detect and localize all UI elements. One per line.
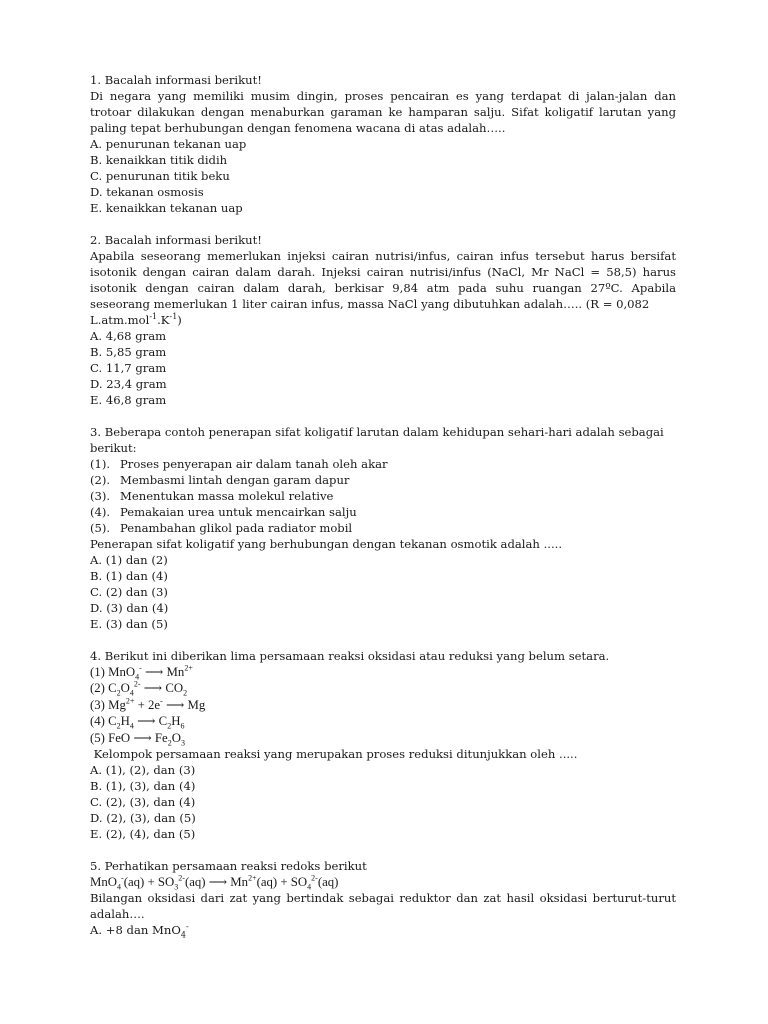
option-c: C. (2) dan (3) [90, 585, 168, 599]
question-title: 4. Berikut ini diberikan lima persamaan reaksi oksidasi atau reduksi yang belum setara. [90, 649, 610, 663]
gas-constant-units: $L.atm.mol^{-1}.K^{-1}$) [90, 312, 182, 327]
list-item: (2). Membasmi lintah dengan garam dapur [90, 473, 350, 487]
list-item: (4). Pemakaian urea untuk mencairkan salju [90, 505, 357, 519]
question-4 [90, 648, 676, 842]
question-5 [90, 858, 676, 938]
question-prompt: Kelompok persamaan reaksi yang merupakan proses reduksi ditunjukkan oleh ..... [90, 747, 578, 762]
option-a: A. +8 dan MnO$_4$- [90, 922, 189, 940]
equation-1: (1) MnO$_4$- ⟶ $Mn^{2+}$ [90, 663, 193, 682]
option-c: C. 11,7 gram [90, 361, 167, 375]
option-d: D. (2), (3), dan (5) [90, 811, 196, 826]
question-body: Di negara yang memiliki musim dingin, proses pencairan es yang terdapat di jalan-jalan dan trotoar dilakukan dengan menaburkan garaman ke hamparan salju. Sifat koligatif larutan yang paling tepat berhubungan dengan fenomena wacana di atas adalah….. [90, 89, 676, 135]
question-title: 3. Beberapa contoh penerapan sifat koligatif larutan dalam kehidupan sehari-hari adalah sebagai [90, 425, 664, 439]
question-title-continued: berikut: [90, 441, 137, 455]
option-b: B. 5,85 gram [90, 345, 167, 359]
option-e: E. (2), (4), dan (5) [90, 827, 196, 842]
option-a: A. penurunan tekanan uap [90, 137, 247, 151]
option-b: B. (1) dan (4) [90, 569, 168, 583]
option-b: B. kenaikkan titik didih [90, 153, 228, 167]
option-e: E. (3) dan (5) [90, 617, 168, 631]
equation-4: (4) $C_2H_4$ ⟶ $C_2H_6$ [90, 714, 185, 731]
option-d: D. tekanan osmosis [90, 185, 204, 199]
question-3 [90, 424, 676, 632]
option-a: A. (1), (2), dan (3) [90, 763, 196, 778]
question-title: 1. Bacalah informasi berikut! [90, 73, 262, 87]
equation-2: (2) $C_2O_4^{2-}$ ⟶ $CO_2$ [90, 680, 188, 698]
list-item: (1). Proses penyerapan air dalam tanah oleh akar [90, 457, 388, 471]
option-c: C. penurunan titik beku [90, 169, 230, 183]
option-a: A. (1) dan (2) [90, 553, 168, 567]
option-b: B. (1), (3), dan (4) [90, 779, 196, 794]
option-c: C. (2), (3), dan (4) [90, 795, 196, 810]
question-body: Bilangan oksidasi dari zat yang bertindak sebagai reduktor dan zat hasil oksidasi berturut-turut adalah…. [90, 891, 676, 922]
equation-5: (5) FeO ⟶ $Fe_2O_3$ [90, 730, 185, 748]
list-item: (5). Penambahan glikol pada radiator mobil [90, 521, 353, 535]
option-d: D. (3) dan (4) [90, 601, 169, 615]
option-e: E. kenaikkan tekanan uap [90, 201, 243, 215]
option-e: E. 46,8 gram [90, 393, 167, 407]
question-title: 2. Bacalah informasi berikut! [90, 233, 262, 247]
question-body: Apabila seseorang memerlukan injeksi cairan nutrisi/infus, cairan infus tersebut harus bersifat isotonik dengan cairan dalam darah. Injeksi cairan nutrisi/infus (NaCl, Mr NaCl = 58,5) harus isotonik dengan cairan dalam darah, berkisar 9,84 atm pada suhu ruangan 27ºC. Apabila seseorang memerlukan 1 liter cairan infus, massa NaCl yang dibutuhkan adalah….. (R = 0,082 [90, 249, 676, 311]
redox-equation: $MnO_4^-(aq) + SO_3^{2-}(aq)$ ⟶ $Mn^{2+}(aq) + SO_4^{2-}(aq)$ [90, 873, 339, 892]
list-item: (3). Menentukan massa molekul relative [90, 489, 334, 503]
question-1 [90, 72, 676, 216]
question-title: 5. Perhatikan persamaan reaksi redoks berikut [90, 859, 367, 874]
option-d: D. 23,4 gram [90, 377, 167, 391]
option-a: A. 4,68 gram [90, 329, 167, 343]
question-2 [90, 232, 676, 408]
equation-3: (3) $Mg^{2+} + 2e^-$ ⟶ Mg [90, 696, 206, 712]
question-prompt: Penerapan sifat koligatif yang berhubungan dengan tekanan osmotik adalah ..... [90, 537, 562, 551]
